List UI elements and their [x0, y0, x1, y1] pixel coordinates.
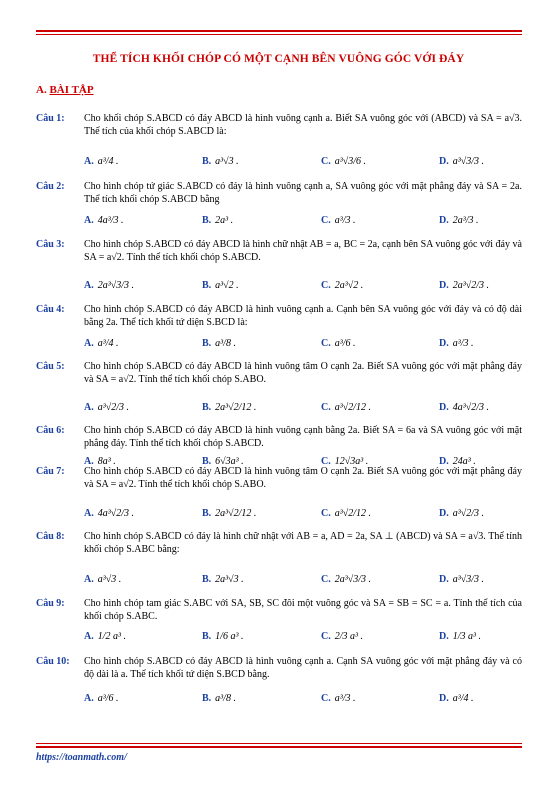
- option-label: D.: [439, 214, 449, 226]
- option-value: 1/3 a³ .: [452, 630, 482, 642]
- option-value: 2a³√2 .: [334, 279, 364, 291]
- answer-option-a[interactable]: [84, 394, 129, 420]
- question-text: Cho hình chóp S.ABCD có đáy là hình chữ nhật với AB = a, AD = 2a, SA ⊥ (ABCD) và SA = a√3. Thể tính khối chóp S.ABC bằng:: [84, 531, 522, 555]
- option-label: B.: [202, 692, 212, 704]
- question-number: Câu 6:: [36, 425, 65, 436]
- bottom-rule: [36, 746, 522, 748]
- question-number: Câu 9:: [36, 598, 65, 609]
- question-3: [36, 238, 522, 264]
- option-value: a³√2/12 .: [334, 507, 371, 519]
- answer-option-b[interactable]: [202, 207, 233, 233]
- answer-option-b[interactable]: [202, 566, 244, 592]
- section-label: BÀI TẬP: [49, 84, 94, 96]
- option-value: a³/4 .: [452, 692, 474, 704]
- option-value: 2a³√3/3 .: [334, 573, 371, 585]
- option-value: 6√3a³ .: [215, 455, 244, 467]
- option-label: B.: [202, 401, 212, 413]
- answer-option-b[interactable]: [202, 685, 236, 711]
- answer-option-b[interactable]: [202, 500, 256, 526]
- answer-options: [84, 207, 522, 233]
- option-value: 2/3 a³ .: [334, 630, 364, 642]
- question-text: Cho hình chóp S.ABCD có đáy ABCD là hình vuông cạnh a. Cạnh SA vuông góc với mặt phẳng đáy và có độ dài là a. Thể tích khối tứ diện S.BCD bằng.: [84, 656, 522, 680]
- option-label: B.: [202, 214, 212, 226]
- option-label: B.: [202, 155, 212, 167]
- bottom-rule-thin: [36, 743, 522, 744]
- answer-option-a[interactable]: [84, 148, 119, 174]
- option-value: a³/4 .: [97, 337, 119, 349]
- answer-option-b[interactable]: [202, 623, 243, 649]
- option-label: D.: [439, 573, 449, 585]
- option-value: 24a³ .: [452, 455, 476, 467]
- question-5: [36, 360, 522, 386]
- question-9: [36, 597, 522, 623]
- answer-options: [84, 500, 522, 526]
- option-label: A.: [84, 155, 94, 167]
- option-value: a³/3 .: [452, 337, 474, 349]
- question-text: Cho hình chóp tứ giác S.ABCD có đáy là hình vuông cạnh a, SA vuông góc với mặt phẳng đáy và SA = 2a. Thể tích khối chóp S.ABCD bằng: [84, 181, 522, 205]
- top-rule: [36, 30, 522, 32]
- option-value: a³/3 .: [334, 214, 356, 226]
- answer-option-c[interactable]: [321, 272, 363, 298]
- option-label: C.: [321, 692, 331, 704]
- answer-option-d[interactable]: [439, 685, 474, 711]
- option-value: 12√3a³ .: [334, 455, 369, 467]
- option-value: 4a³√2/3 .: [452, 401, 489, 413]
- answer-options: [84, 148, 522, 174]
- answer-option-a[interactable]: [84, 685, 119, 711]
- question-10: [36, 655, 522, 681]
- section-prefix: A.: [36, 84, 47, 96]
- question-text: Cho khối chóp S.ABCD có đáy ABCD là hình vuông cạnh a. Biết SA vuông góc với (ABCD) và SA = a√3. Thể tích của khối chóp S.ABCD là:: [84, 113, 522, 137]
- option-label: D.: [439, 279, 449, 291]
- option-label: A.: [84, 337, 94, 349]
- option-label: C.: [321, 630, 331, 642]
- option-value: 2a³√3/3 .: [97, 279, 134, 291]
- answer-option-c[interactable]: [321, 566, 371, 592]
- question-number: Câu 10:: [36, 656, 70, 667]
- option-label: A.: [84, 279, 94, 291]
- question-text: Cho hình chóp S.ABCD có đáy ABCD là hình chữ nhật AB = a, BC = 2a, cạnh bên SA vuông góc với đáy và SA = a√2. Tính thể tích khối chóp S.ABCD.: [84, 239, 522, 263]
- answer-option-d[interactable]: [439, 207, 479, 233]
- option-value: a³√3 .: [215, 155, 239, 167]
- option-label: A.: [84, 573, 94, 585]
- question-8: [36, 530, 522, 556]
- answer-options: [84, 566, 522, 592]
- option-value: a³√3/6 .: [334, 155, 366, 167]
- option-value: a³√3 .: [97, 573, 122, 585]
- answer-option-b[interactable]: [202, 272, 239, 298]
- option-value: a³√2/3 .: [97, 401, 129, 413]
- question-6: [36, 424, 522, 450]
- option-value: a³√2/3 .: [452, 507, 484, 519]
- question-number: Câu 4:: [36, 304, 65, 315]
- answer-option-d[interactable]: [439, 330, 474, 356]
- option-value: 8a³ .: [97, 455, 116, 467]
- answer-option-d[interactable]: [439, 148, 484, 174]
- answer-option-a[interactable]: [84, 623, 126, 649]
- question-number: Câu 2:: [36, 181, 65, 192]
- answer-option-c[interactable]: [321, 685, 356, 711]
- option-value: a³/8 .: [215, 337, 236, 349]
- option-value: a³/6 .: [97, 692, 119, 704]
- option-value: 2a³√2/12 .: [215, 401, 257, 413]
- footer-link[interactable]: https://toanmath.com/: [36, 752, 127, 763]
- answer-option-a[interactable]: [84, 566, 121, 592]
- option-label: D.: [439, 337, 449, 349]
- question-7: [36, 465, 522, 491]
- option-label: C.: [321, 507, 331, 519]
- option-label: A.: [84, 507, 94, 519]
- option-label: C.: [321, 155, 331, 167]
- option-value: 1/6 a³ .: [215, 630, 244, 642]
- option-label: C.: [321, 279, 331, 291]
- option-value: a³√3/3 .: [452, 155, 484, 167]
- answer-options: [84, 623, 522, 649]
- option-value: 2a³√2/12 .: [215, 507, 257, 519]
- page-title: THỂ TÍCH KHỐI CHÓP CÓ MỘT CẠNH BÊN VUÔNG GÓC VỚI ĐÁY: [92, 53, 465, 65]
- option-label: B.: [202, 337, 212, 349]
- question-number: Câu 3:: [36, 239, 65, 250]
- answer-options: [84, 394, 522, 420]
- answer-option-c[interactable]: [321, 330, 356, 356]
- top-rule-thin: [36, 34, 522, 35]
- option-value: a³/3 .: [334, 692, 356, 704]
- option-label: C.: [321, 337, 331, 349]
- option-value: 1/2 a³ .: [97, 630, 127, 642]
- option-value: a³/8 .: [215, 692, 236, 704]
- question-number: Câu 1:: [36, 113, 65, 124]
- question-2: [36, 180, 522, 206]
- answer-option-d[interactable]: [439, 623, 481, 649]
- answer-option-d[interactable]: [439, 272, 489, 298]
- option-value: a³/4 .: [97, 155, 119, 167]
- option-label: B.: [202, 507, 212, 519]
- answer-option-d[interactable]: [439, 394, 489, 420]
- answer-option-c[interactable]: [321, 500, 371, 526]
- option-value: 2a³√3 .: [215, 573, 244, 585]
- option-label: A.: [84, 692, 94, 704]
- answer-options: [84, 272, 522, 298]
- answer-option-b[interactable]: [202, 148, 239, 174]
- question-text: Cho hình chóp S.ABCD có đáy ABCD là hình vuông tâm O cạnh 2a. Biết SA vuông góc với mặt phẳng đáy và SA = a√2. Tính thể tích khối chóp S.ABO.: [84, 466, 522, 490]
- option-label: D.: [439, 507, 449, 519]
- option-value: a³/6 .: [334, 337, 356, 349]
- option-label: A.: [84, 455, 94, 467]
- option-label: B.: [202, 455, 212, 467]
- question-number: Câu 5:: [36, 361, 65, 372]
- option-label: D.: [439, 630, 449, 642]
- answer-option-c[interactable]: [321, 148, 366, 174]
- answer-option-d[interactable]: [439, 500, 484, 526]
- option-value: a³√3/3 .: [452, 573, 484, 585]
- option-label: B.: [202, 279, 212, 291]
- option-value: 2a³/3 .: [452, 214, 479, 226]
- question-text: Cho hình chóp S.ABCD có đáy ABCD là hình vuông cạnh bằng 2a. Biết SA = 6a và SA vuông góc với mặt phẳng đáy. Tính thể tích khối chóp S.ABCD.: [84, 425, 522, 449]
- option-label: A.: [84, 401, 94, 413]
- answer-option-c[interactable]: [321, 623, 363, 649]
- answer-option-a[interactable]: [84, 330, 119, 356]
- answer-option-a[interactable]: [84, 500, 134, 526]
- option-label: A.: [84, 214, 94, 226]
- option-label: D.: [439, 692, 449, 704]
- option-value: 2a³√2/3 .: [452, 279, 489, 291]
- answer-options: [84, 685, 522, 711]
- option-label: B.: [202, 630, 212, 642]
- question-text: Cho hình chóp S.ABCD có đáy ABCD là hình vuông tâm O cạnh 2a. Biết SA vuông góc với mặt phẳng đáy và SA = a√2. Tính thể tích khối chóp S.ABO.: [84, 361, 522, 385]
- option-label: C.: [321, 573, 331, 585]
- option-label: C.: [321, 401, 331, 413]
- question-text: Cho hình chóp tam giác S.ABC với SA, SB, SC đôi một vuông góc và SA = SB = SC = a. Tính thể tích của khối chóp S.ABC.: [84, 598, 522, 622]
- option-value: a³√2 .: [215, 279, 239, 291]
- option-label: C.: [321, 455, 331, 467]
- option-value: 2a³ .: [215, 214, 234, 226]
- section-heading: [36, 84, 94, 96]
- answer-option-b[interactable]: [202, 394, 256, 420]
- question-4: [36, 303, 522, 329]
- answer-option-a[interactable]: [84, 207, 124, 233]
- option-label: A.: [84, 630, 94, 642]
- answer-option-d[interactable]: [439, 566, 484, 592]
- option-value: 4a³/3 .: [97, 214, 124, 226]
- option-label: B.: [202, 573, 212, 585]
- option-label: D.: [439, 155, 449, 167]
- answer-option-a[interactable]: [84, 272, 134, 298]
- question-1: [36, 112, 522, 138]
- option-label: D.: [439, 455, 449, 467]
- question-text: Cho hình chóp S.ABCD có đáy ABCD là hình vuông cạnh a. Cạnh bên SA vuông góc với đáy và có độ dài bằng 2a. Thể tích khối tứ diện S.BCD là:: [84, 304, 522, 328]
- question-number: Câu 7:: [36, 466, 65, 477]
- option-value: 4a³√2/3 .: [97, 507, 134, 519]
- answer-option-b[interactable]: [202, 330, 236, 356]
- answer-options: [84, 330, 522, 356]
- answer-option-c[interactable]: [321, 207, 356, 233]
- option-label: C.: [321, 214, 331, 226]
- answer-option-c[interactable]: [321, 394, 371, 420]
- question-number: Câu 8:: [36, 531, 65, 542]
- option-label: D.: [439, 401, 449, 413]
- option-value: a³√2/12 .: [334, 401, 371, 413]
